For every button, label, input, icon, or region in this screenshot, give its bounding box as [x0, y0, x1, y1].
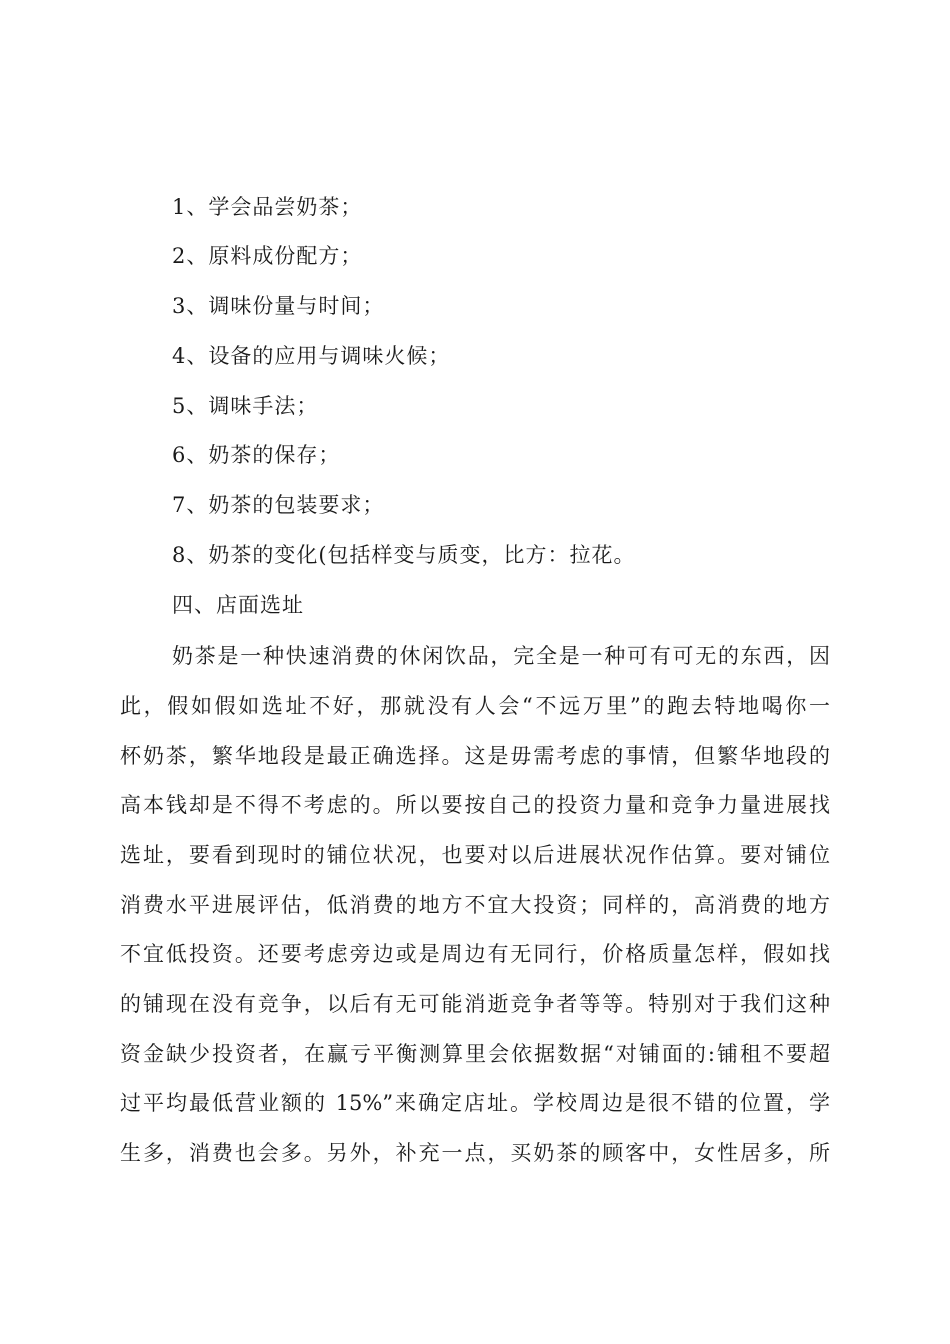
paragraph-line: 资金缺少投资者，在赢亏平衡测算里会依据数据“对铺面的:铺租不要超: [120, 1042, 830, 1066]
list-item: 2、原料成份配方；: [172, 244, 363, 268]
paragraph-line: 杯奶茶，繁华地段是最正确选择。这是毋需考虑的事情，但繁华地段的: [120, 744, 830, 768]
paragraph-line: 生多，消费也会多。另外，补充一点，买奶茶的顾客中，女性居多，所: [120, 1141, 830, 1165]
paragraph-line: 过平均最低营业额的 15%”来确定店址。学校周边是很不错的位置，学: [120, 1091, 830, 1115]
list-item: 7、奶茶的包装要求；: [172, 493, 385, 517]
paragraph-line: 高本钱却是不得不考虑的。所以要按自己的投资力量和竞争力量进展找: [120, 793, 830, 817]
paragraph-line: 的铺现在没有竞争，以后有无可能消逝竞争者等等。特别对于我们这种: [120, 992, 830, 1016]
paragraph-line: 不宜低投资。还要考虑旁边或是周边有无同行，价格质量怎样，假如找: [120, 942, 830, 966]
paragraph-line: 选址，要看到现时的铺位状况，也要对以后进展状况作估算。要对铺位: [120, 843, 830, 867]
paragraph-line: 此，假如假如选址不好，那就没有人会“不远万里”的跑去特地喝你一: [120, 694, 830, 718]
list-item: 3、调味份量与时间；: [172, 294, 385, 318]
list-item: 4、设备的应用与调味火候；: [172, 344, 451, 368]
list-item: 8、奶茶的变化(包括样变与质变，比方：拉花。: [172, 543, 636, 567]
paragraph-line: 消费水平进展评估，低消费的地方不宜大投资；同样的，高消费的地方: [120, 893, 830, 917]
list-item: 1、学会品尝奶茶；: [172, 195, 363, 219]
list-item: 5、调味手法；: [172, 394, 319, 418]
paragraph-line: 奶茶是一种快速消费的休闲饮品，完全是一种可有可无的东西，因: [172, 644, 830, 668]
list-item: 6、奶茶的保存；: [172, 443, 341, 467]
section-heading: 四、店面选址: [172, 593, 304, 617]
